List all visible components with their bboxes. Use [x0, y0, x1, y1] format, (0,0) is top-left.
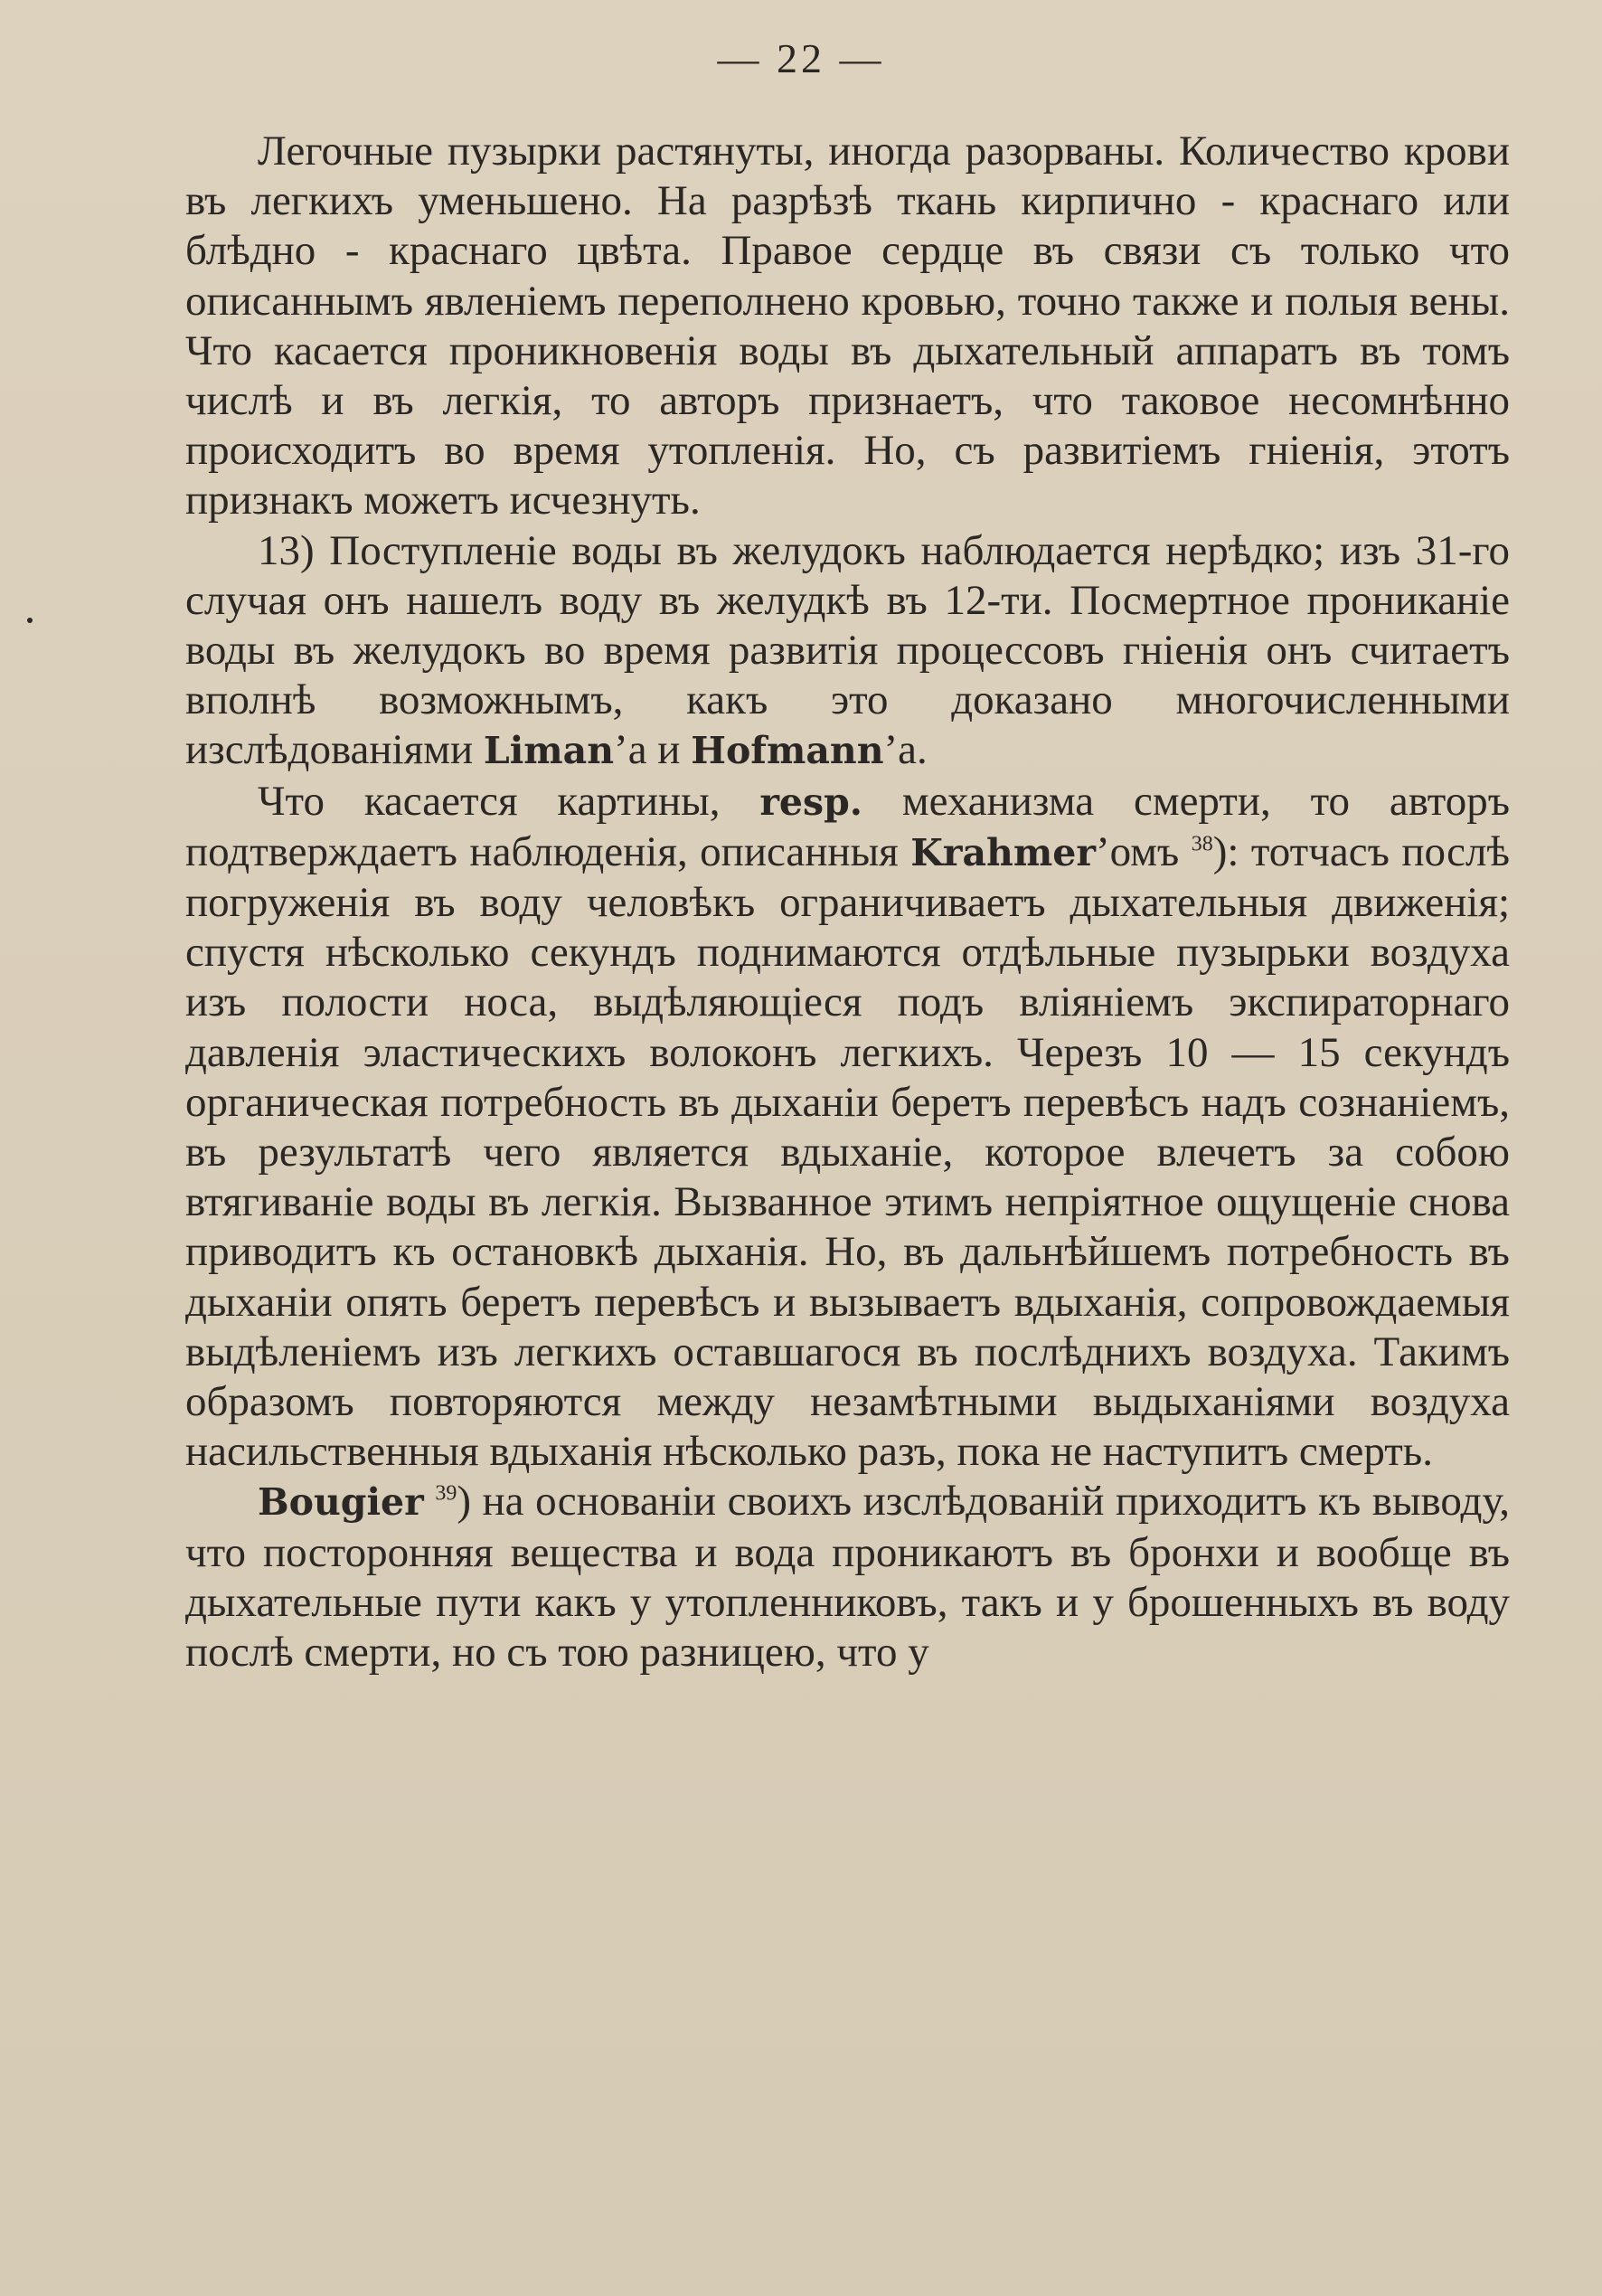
paragraph-1 [185, 127, 1510, 526]
text-run [424, 1478, 436, 1525]
text-run: механизма смерти, то авторъ подтверждаетъ наблюденія, описанныя [185, 777, 1510, 875]
text-run: ) на основаніи своихъ изслѣдованій приходитъ къ выводу, что посторонняя вещества и вода проникаютъ въ бронхи и вообще въ дыхательные пути какъ у утопленниковъ, такъ и у брошенныхъ въ воду послѣ смерти, но съ тою разницею, что у [185, 1478, 1510, 1677]
page-number: — 22 — [717, 35, 885, 81]
text-run: Что касается картины, [258, 777, 760, 825]
footnote-ref: 39 [435, 1481, 457, 1506]
text-run: ): тотчасъ послѣ погруженія въ воду человѣкъ ограничиваетъ дыхательныя движенія; спустя нѣсколько секундъ поднимаются отдѣльные пузырьки воздуха изъ полости носа, выдѣляющіеся подъ вліяніемъ экспираторнаго давленія эластическихъ волоконъ легкихъ. Черезъ 10 — 15 секундъ органическая потребность въ дыханіи беретъ перевѣсъ надъ сознаніемъ, въ результатѣ чего является вдыханіе, которое влечетъ за собою втягиваніе воды въ легкія. Вызванное этимъ непріятное ощущеніе снова приводитъ къ остановкѣ дыханія. Но, въ дальнѣйшемъ потребность въ дыханіи опять беретъ перевѣсъ и вызываетъ вдыханія, сопровождаемыя выдѣленіемъ изъ легкихъ оставшагося въ послѣднихъ воздуха. Такимъ образомъ повторяются между незамѣтными выдыханіями воздуха насильственныя вдыханія нѣсколько разъ, пока не наступитъ смерть. [185, 827, 1510, 1476]
paragraph-3 [185, 777, 1510, 1478]
paragraph-4 [185, 1477, 1510, 1677]
latin-name: Liman [483, 729, 615, 773]
text-run: ’омъ [1095, 827, 1192, 875]
text-run: ’а и [614, 726, 692, 774]
latin-name: Krahmer [910, 830, 1096, 874]
latin-name: Bougier [258, 1480, 424, 1525]
text-run: 13) Поступленіе воды въ желудокъ наблюдается нерѣдко; изъ 31-го случая онъ нашелъ воду въ желудкѣ въ 12-ти. Посмертное прониканіе воды въ желудокъ во время развитія процессовъ гніенія онъ считаетъ вполнѣ возможнымъ, какъ это доказано многочисленными изслѣдованіями [185, 526, 1510, 774]
ink-speck [27, 618, 33, 623]
latin-name: Hofmann [691, 729, 884, 773]
footnote-ref: 38 [1191, 832, 1213, 856]
body-text [185, 127, 1510, 1677]
latin-name: resp. [759, 780, 863, 824]
text-run: ’а. [883, 726, 928, 774]
paragraph-2 [185, 526, 1510, 777]
text-run: Легочные пузырки растянуты, иногда разорваны. Количество крови въ легкихъ уменьшено. На разрѣзѣ ткань кирпично - краснаго или блѣдно - краснаго цвѣта. Правое сердце въ связи съ только что описаннымъ явленіемъ переполнено кровью, точно также и полыя вены. Что касается проникновенія воды въ дыхательный аппаратъ въ томъ числѣ и въ легкія, то авторъ признаетъ, что таковое несомнѣнно происходитъ во время утопленія. Но, съ развитіемъ гніенія, этотъ признакъ можетъ исчезнуть. [185, 128, 1510, 524]
